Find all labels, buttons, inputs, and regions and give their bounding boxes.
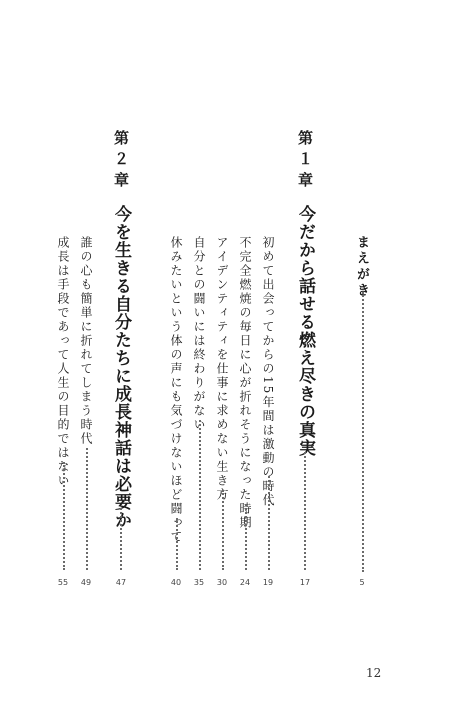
chapter-1-title: 今だから話せる燃え尽きの真実 — [295, 205, 315, 457]
chapter-2-label: 第２章 — [112, 130, 130, 193]
chapter-2-entry-1-leader — [86, 448, 88, 570]
chapter-2-entry-1-page: 49 — [80, 578, 92, 587]
chapter-2-entry-1: 誰の心も簡単に折れてしまう時代 — [79, 236, 93, 446]
chapter-1-entry-2-leader — [245, 504, 247, 570]
chapter-2-entry-2: 成長は手段であって人生の目的ではない — [56, 236, 70, 488]
chapter-1-entry-1-leader — [268, 476, 270, 570]
chapter-1-entry-3-leader — [222, 490, 224, 570]
chapter-1-entry-2: 不完全燃焼の毎日に心が折れそうになった時期 — [238, 236, 252, 530]
chapter-1-entry-3-page: 30 — [216, 578, 228, 587]
preface-title: まえがき — [354, 235, 369, 299]
chapter-1-entry-2-page: 24 — [239, 578, 251, 587]
chapter-1-entry-3: アイデンティティを仕事に求めない生き方 — [215, 236, 229, 502]
chapter-2-entry-2-leader — [63, 462, 65, 570]
chapter-2-page-number: 47 — [115, 578, 127, 587]
chapter-1-entry-4: 自分との闘いには終わりがない — [192, 236, 206, 432]
preface-page-number: 5 — [359, 578, 365, 587]
chapter-1-entry-4-page: 35 — [193, 578, 205, 587]
chapter-1-page-number: 17 — [299, 578, 311, 587]
chapter-1-entry-1: 初めて出会ってからの15年間は激動の時代 — [261, 236, 275, 508]
chapter-2-leader — [120, 508, 122, 570]
chapter-1-label: 第１章 — [296, 130, 314, 193]
folio-page-number: 12 — [366, 666, 382, 680]
chapter-1-entry-5: 休みたいという体の声にも気づけないほど闘って — [169, 236, 183, 544]
chapter-2-title: 今を生きる自分たちに成長神話は必要か — [111, 205, 131, 529]
chapter-1-entry-1-page: 19 — [262, 578, 274, 587]
chapter-2-entry-2-page: 55 — [57, 578, 69, 587]
chapter-1-entry-4-leader — [199, 420, 201, 570]
chapter-1-entry-5-leader — [176, 518, 178, 570]
chapter-1-leader — [304, 452, 306, 570]
preface-leader — [362, 292, 364, 572]
chapter-1-entry-5-page: 40 — [170, 578, 182, 587]
